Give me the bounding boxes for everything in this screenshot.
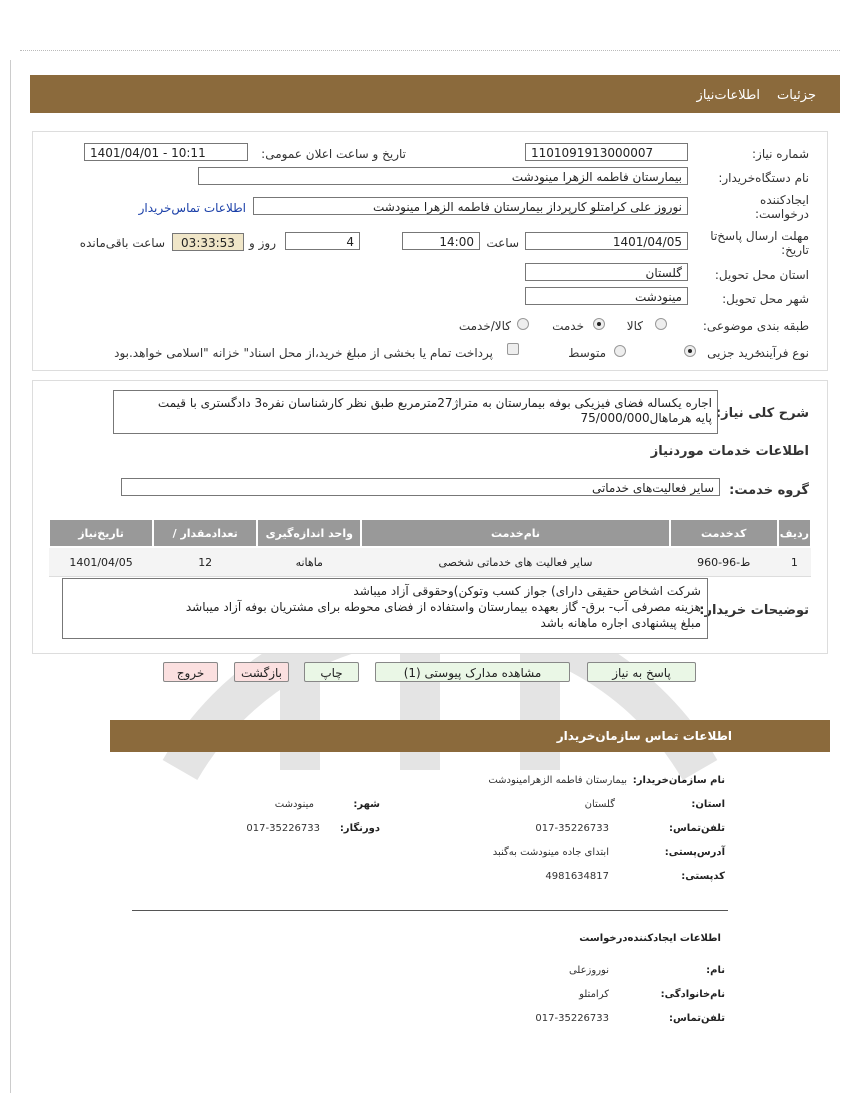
services-title: اطلاعات خدمات موردنیاز xyxy=(650,444,809,459)
contact-city-label: شهر: xyxy=(353,799,380,810)
cell-row: 1 xyxy=(778,547,811,577)
col-row: ردیف xyxy=(778,519,811,547)
address-value: ابتدای جاده مینودشت به‌گنبد xyxy=(492,847,609,858)
creator-label: ایجادکننده درخواست: xyxy=(755,193,809,221)
notes-label: توضیحات خریدار: xyxy=(699,603,809,618)
category-goods-label: کالا xyxy=(626,319,643,333)
phone-label: تلفن‌تماس: xyxy=(668,823,725,834)
summary-label: شرح کلی نیاز: xyxy=(715,406,809,421)
process-medium-label: متوسط xyxy=(568,346,606,360)
category-goods-radio[interactable] xyxy=(655,318,667,330)
contact-city-value: مینودشت xyxy=(274,799,314,810)
contact-divider xyxy=(132,910,728,911)
fax-label: دورنگار: xyxy=(339,823,380,834)
process-label: نوع فرآیند: xyxy=(755,346,809,360)
exit-button[interactable]: خروج xyxy=(163,662,218,682)
contact-province-value: گلستان xyxy=(584,799,615,810)
cell-code: ط-96-960 xyxy=(670,547,778,577)
creator-phone-value: 017-35226733 xyxy=(535,1013,609,1024)
category-label: طبقه بندی موضوعی: xyxy=(702,319,809,333)
col-code: کدخدمت xyxy=(670,519,778,547)
tab-need-info[interactable]: اطلاعات‌نیاز xyxy=(696,88,760,103)
process-minor-label: خرید جزیی xyxy=(707,346,762,360)
group-label: گروه خدمت: xyxy=(729,483,809,498)
cell-name: سایر فعالیت های خدماتی شخصی xyxy=(361,547,669,577)
buyer-org-label: نام دستگاه‌خریدار: xyxy=(718,171,809,185)
buyer-contact-link[interactable]: اطلاعات تماس‌خریدار xyxy=(138,201,246,215)
need-number-field: 1101091913000007 xyxy=(525,143,688,161)
postal-value: 4981634817 xyxy=(545,871,609,882)
left-border xyxy=(10,60,11,1093)
attachments-button[interactable]: مشاهده مدارک پیوستی (1) xyxy=(375,662,570,682)
contact-title: اطلاعات تماس سازمان‌خریدار xyxy=(556,729,732,743)
category-goods-service-radio[interactable] xyxy=(517,318,529,330)
fax-value: 017-35226733 xyxy=(246,823,320,834)
deadline-date-field: 1401/04/05 xyxy=(525,232,688,250)
creator-name-value: نوروزعلی xyxy=(568,965,609,976)
creator-family-value: کرامتلو xyxy=(579,989,609,1000)
days-field: 4 xyxy=(285,232,360,250)
category-service-label: خدمت xyxy=(552,319,584,333)
col-quantity: تعدادمقدار / xyxy=(153,519,257,547)
buyer-org-field: بیمارستان فاطمه الزهرا مینودشت xyxy=(198,167,688,185)
province-label: استان محل تحویل: xyxy=(714,268,809,282)
col-date: تاریخ‌نیاز xyxy=(49,519,153,547)
category-goods-service-label: کالا/خدمت xyxy=(458,319,511,333)
print-button[interactable]: چاپ xyxy=(304,662,359,682)
summary-line-2: پایه هرماهال75/000/000 xyxy=(580,411,712,425)
contact-header xyxy=(110,720,830,752)
announce-field: 1401/04/01 - 10:11 xyxy=(84,143,248,161)
announce-label: تاریخ و ساعت اعلان عمومی: xyxy=(261,147,406,161)
days-label: روز و xyxy=(249,236,276,250)
reply-button[interactable]: پاسخ به نیاز xyxy=(587,662,696,682)
remaining-label: ساعت باقی‌مانده xyxy=(79,236,165,250)
col-unit: واحد اندازه‌گیری xyxy=(257,519,361,547)
process-medium-radio[interactable] xyxy=(614,345,626,357)
deadline-label: مهلت ارسال پاسخ‌تا تاریخ: xyxy=(710,229,809,257)
tab-details[interactable]: جزئیات xyxy=(777,88,816,103)
table-row xyxy=(49,547,811,577)
creator-phone-label: تلفن‌تماس: xyxy=(668,1013,725,1024)
summary-text-box xyxy=(113,390,718,434)
province-field: گلستان xyxy=(525,263,688,281)
notes-line-2: هزینه مصرفی آب- برق- گاز بعهده بیمارستان واستفاده از فضای محوطه برای مشتریان بوفه آزاد میباشد xyxy=(185,600,701,614)
cell-unit: ماهانه xyxy=(257,547,361,577)
page-header xyxy=(30,75,840,113)
creator-family-label: نام‌خانوادگی: xyxy=(660,989,725,1000)
process-minor-radio[interactable] xyxy=(684,345,696,357)
address-label: آدرس‌پستی: xyxy=(664,847,725,858)
notes-line-3: مبلغ پیشنهادی اجاره ماهانه باشد xyxy=(540,616,701,630)
notes-line-1: شرکت اشخاص حقیقی دارای) جواز کسب وتوکن)وحقوقی آزاد میباشد xyxy=(353,584,701,598)
contact-province-label: استان: xyxy=(691,799,725,810)
cell-date: 1401/04/05 xyxy=(49,547,153,577)
cell-quantity: 12 xyxy=(153,547,257,577)
treasury-note: پرداخت تمام یا بخشی از مبلغ خرید،از محل اسناد" خزانه "اسلامی خواهد.بود xyxy=(114,346,493,360)
group-field: سایر فعالیت‌های خدماتی xyxy=(121,478,720,496)
top-divider xyxy=(20,50,840,51)
remaining-time: 03:33:53 xyxy=(172,233,244,251)
postal-label: کدپستی: xyxy=(681,871,725,882)
services-table xyxy=(48,518,812,577)
notes-box xyxy=(62,578,708,639)
creator-field: نوروز علی کرامتلو کارپرداز بیمارستان فاطمه الزهرا مینودشت xyxy=(253,197,688,215)
phone-value: 017-35226733 xyxy=(535,823,609,834)
org-label: نام سازمان‌خریدار: xyxy=(632,775,725,786)
city-label: شهر محل تحویل: xyxy=(722,292,809,306)
col-name: نام‌خدمت xyxy=(361,519,669,547)
creator-section-title: اطلاعات ایجادکننده‌درخواست xyxy=(579,933,721,944)
treasury-checkbox[interactable] xyxy=(507,343,519,355)
city-field: مینودشت xyxy=(525,287,688,305)
need-number-label: شماره نیاز: xyxy=(752,147,809,161)
table-header-row xyxy=(49,519,811,547)
creator-name-label: نام: xyxy=(706,965,725,976)
org-value: بیمارستان فاطمه الزهرامینودشت xyxy=(488,775,627,786)
time-label: ساعت xyxy=(486,236,519,250)
category-service-radio[interactable] xyxy=(593,318,605,330)
deadline-time-field: 14:00 xyxy=(402,232,480,250)
summary-line-1: اجاره یکساله فضای فیزیکی بوفه بیمارستان به متراژ27مترمربع طبق نظر کارشناسان نفره3 دادگستری با قیمت xyxy=(157,396,712,410)
back-button[interactable]: بازگشت xyxy=(234,662,289,682)
